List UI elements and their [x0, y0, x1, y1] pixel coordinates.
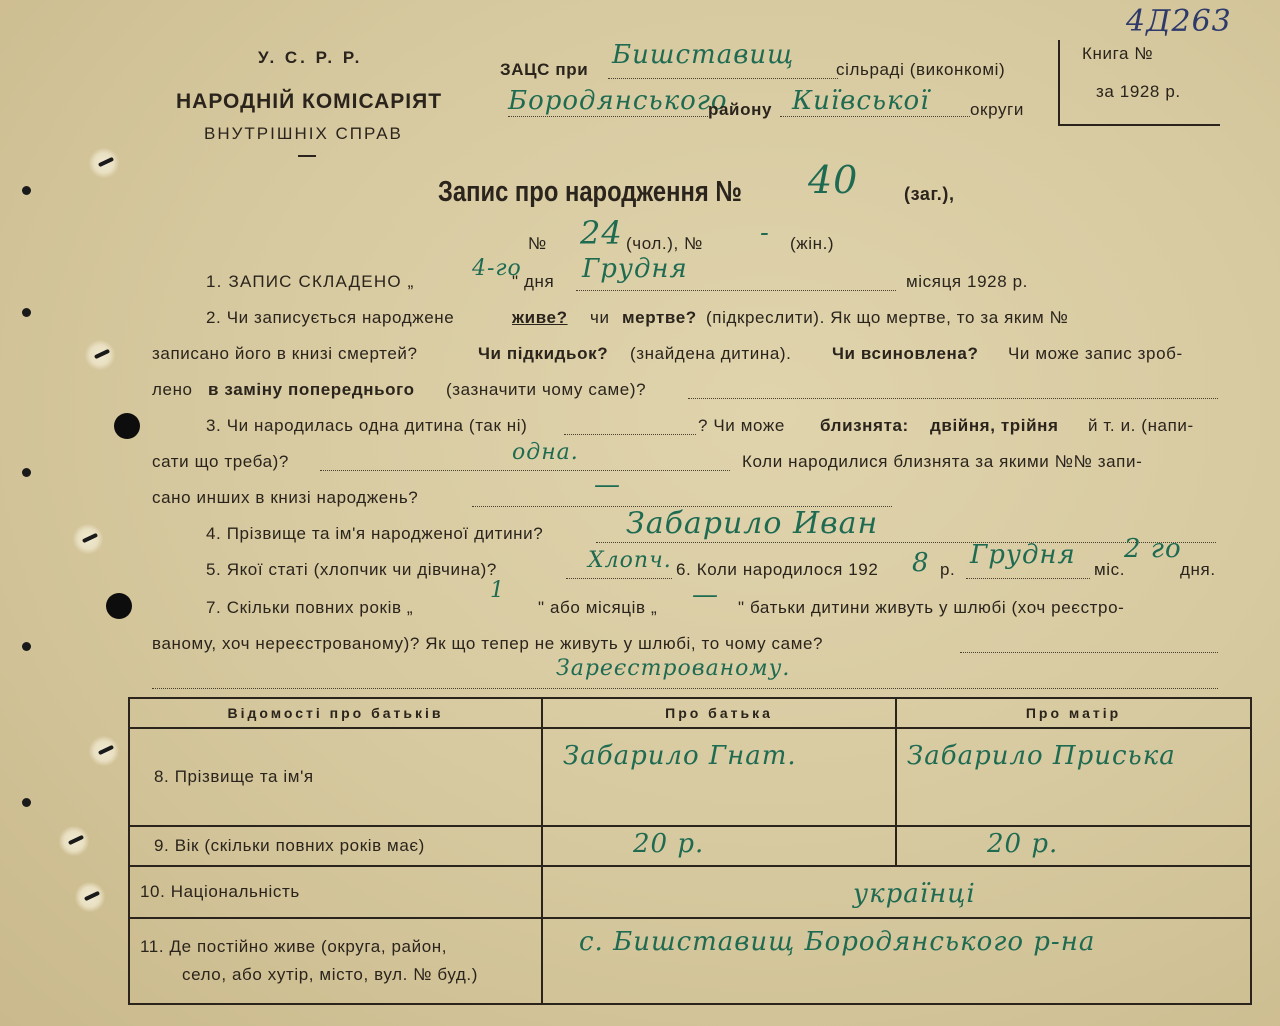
q5-answer: Хлопч. — [588, 548, 672, 573]
residence-label-line2: село, або хутір, місто, вул. № буд.) — [182, 965, 479, 984]
zags-prefix: ЗАЦС при — [500, 60, 589, 79]
q3-line3a: сано инших в книзі народжень? — [152, 488, 419, 507]
fill-line — [780, 116, 970, 117]
q6-year-digit: 8 — [912, 548, 930, 578]
okruha-label: округи — [970, 100, 1024, 119]
zags-suffix: сільраді (виконкомі) — [836, 60, 1006, 79]
q2-line2c: Чи може запис зроб- — [1008, 344, 1183, 363]
q5-text: 5. Якої статі (хлопчик чи дівчина)? — [206, 560, 497, 579]
father-name: Забарило Гнат. — [563, 741, 797, 771]
punch-hole — [106, 593, 132, 619]
row-label-residence — [129, 918, 542, 1004]
nationality: українці — [853, 879, 976, 909]
q7-answer: Зареєстрованому. — [556, 656, 791, 681]
q2-line2b: (знайдена дитина). — [630, 344, 792, 363]
tear-mark — [74, 882, 106, 912]
header-mother: Про матір — [896, 698, 1251, 728]
q7-years: 1 — [490, 578, 505, 603]
fill-line — [152, 688, 1218, 689]
parents-table — [128, 697, 1252, 1005]
book-label: Книга № — [1082, 44, 1154, 63]
table-row — [129, 866, 1251, 918]
q2-line1a: 2. Чи записується народжене — [206, 308, 455, 327]
archive-number: 4Д263 — [1126, 4, 1232, 39]
mother-age-cell — [896, 826, 1251, 866]
fill-line — [576, 290, 896, 291]
fill-line — [608, 78, 838, 79]
no-label: № — [528, 234, 547, 253]
q6-tail-b: дня. — [1180, 560, 1216, 579]
female-number: - — [760, 218, 770, 248]
q7-line1c: " батьки дитини живуть у шлюбі (хоч реєстро- — [738, 598, 1125, 617]
fill-line — [688, 398, 1218, 399]
mother-age: 20 р. — [987, 829, 1059, 859]
q3-line2b: Коли народилися близнята за якими №№ запи- — [742, 452, 1143, 471]
fill-line — [566, 578, 672, 579]
tear-mark — [88, 148, 120, 178]
residence: с. Бишставищ Бородянського р-на — [579, 927, 1096, 957]
commissariat-title: НАРОДНІЙ КОМІСАРІЯТ — [176, 90, 443, 113]
table-header-row — [129, 698, 1251, 728]
father-age-cell — [542, 826, 896, 866]
q3-line1a: 3. Чи народилась одна дитина (так ні) — [206, 416, 528, 435]
q6-month: Грудня — [970, 540, 1076, 570]
q7-months: — — [692, 580, 719, 610]
q2-replace: в заміну попереднього — [208, 380, 415, 399]
q2-line2a: записано його в книзі смертей? — [152, 344, 418, 363]
q7-line1b: " або місяців „ — [538, 598, 658, 617]
q1-day-label: " дня — [512, 272, 555, 291]
q1-day: 4-го — [472, 256, 522, 281]
record-number-suffix: (заг.), — [904, 184, 955, 204]
row-label-name: 8. Прізвище та ім'я — [129, 728, 542, 826]
record-number: 40 — [808, 158, 859, 202]
q2-line3b: (зазначити чому саме)? — [446, 380, 647, 399]
table-row — [129, 728, 1251, 826]
tear-mark — [88, 736, 120, 766]
margin-dot — [22, 642, 31, 651]
village-handwritten: Бишставищ — [612, 40, 795, 70]
margin-dot — [22, 798, 31, 807]
q3-double: двійня, трійня — [930, 416, 1059, 435]
tear-mark — [72, 524, 104, 554]
q2-line1c: (підкреслити). Як що мертве, то за яким № — [706, 308, 1069, 327]
punch-hole — [114, 413, 140, 439]
q2-dead: мертве? — [622, 308, 697, 327]
district-handwritten: Бородянського — [508, 86, 728, 116]
tear-mark — [84, 340, 116, 370]
q3-line2a: сати що треба)? — [152, 452, 289, 471]
q1-text: 1. ЗАПИС СКЛАДЕНО „ — [206, 272, 415, 291]
fill-line — [320, 470, 730, 471]
republic-label: У. С. Р. Р. — [258, 48, 363, 67]
divider — [298, 155, 316, 157]
fill-line — [564, 434, 696, 435]
q4-text: 4. Прізвище та ім'я народженої дитини? — [206, 524, 544, 543]
residence-cell — [542, 918, 1251, 1004]
header-father: Про батька — [542, 698, 896, 728]
nationality-cell — [542, 866, 1251, 918]
q7-line1a: 7. Скільки повних років „ — [206, 598, 414, 617]
q7-line2: ваному, хоч нереєстрованому)? Як що тепер не живуть у шлюбі, то чому саме? — [152, 634, 824, 653]
margin-dot — [22, 308, 31, 317]
district-label: району — [708, 100, 772, 119]
male-number: 24 — [580, 214, 623, 252]
q1-month: Грудня — [582, 254, 688, 284]
q1-tail: місяця 1928 р. — [906, 272, 1028, 291]
book-year: за 1928 р. — [1096, 82, 1181, 101]
okruha-handwritten: Київської — [792, 86, 930, 116]
fill-line — [596, 542, 1216, 543]
q3-line1c: й т. и. (напи- — [1088, 416, 1194, 435]
residence-label-line1: 11. Де постійно живе (округа, район, — [140, 937, 448, 956]
q3-twins: близнята: — [820, 416, 909, 435]
q2-line3a: лено — [152, 380, 193, 399]
table-row — [129, 826, 1251, 866]
q3-dash: — — [594, 470, 621, 500]
fill-line — [508, 116, 708, 117]
margin-dot — [22, 468, 31, 477]
q6-day: 2 го — [1124, 534, 1182, 564]
q4-answer: Забарило Иван — [626, 506, 879, 541]
q2-adopted: Чи всиновлена? — [832, 344, 979, 363]
fill-line — [960, 652, 1218, 653]
tear-mark — [58, 826, 90, 856]
fill-line — [966, 578, 1090, 579]
q6-text: 6. Коли народилося 192 — [676, 560, 879, 579]
commissariat-subtitle: ВНУТРІШНІХ СПРАВ — [204, 124, 403, 143]
header-parents-info: Відомості про батьків — [129, 698, 542, 728]
row-label-age: 9. Вік (скільки повних років має) — [129, 826, 542, 866]
q2-foundling: Чи підкидьок? — [478, 344, 609, 363]
father-name-cell — [542, 728, 896, 826]
row-label-nationality: 10. Національність — [129, 866, 542, 918]
father-age: 20 р. — [633, 829, 705, 859]
q3-answer: одна. — [512, 440, 579, 465]
mother-name-cell — [896, 728, 1251, 826]
male-label: (чол.), № — [626, 234, 703, 253]
q2-alive: живе? — [512, 308, 568, 327]
table-row — [129, 918, 1251, 1004]
q6-tail-a: міс. — [1094, 560, 1126, 579]
q2-line1b: чи — [590, 308, 610, 327]
q6-r: р. — [940, 560, 956, 579]
margin-dot — [22, 186, 31, 195]
q3-line1b: ? Чи може — [698, 416, 785, 435]
record-title: Запис про народження № — [438, 176, 742, 208]
female-label: (жін.) — [790, 234, 835, 253]
mother-name: Забарило Приська — [907, 741, 1176, 771]
